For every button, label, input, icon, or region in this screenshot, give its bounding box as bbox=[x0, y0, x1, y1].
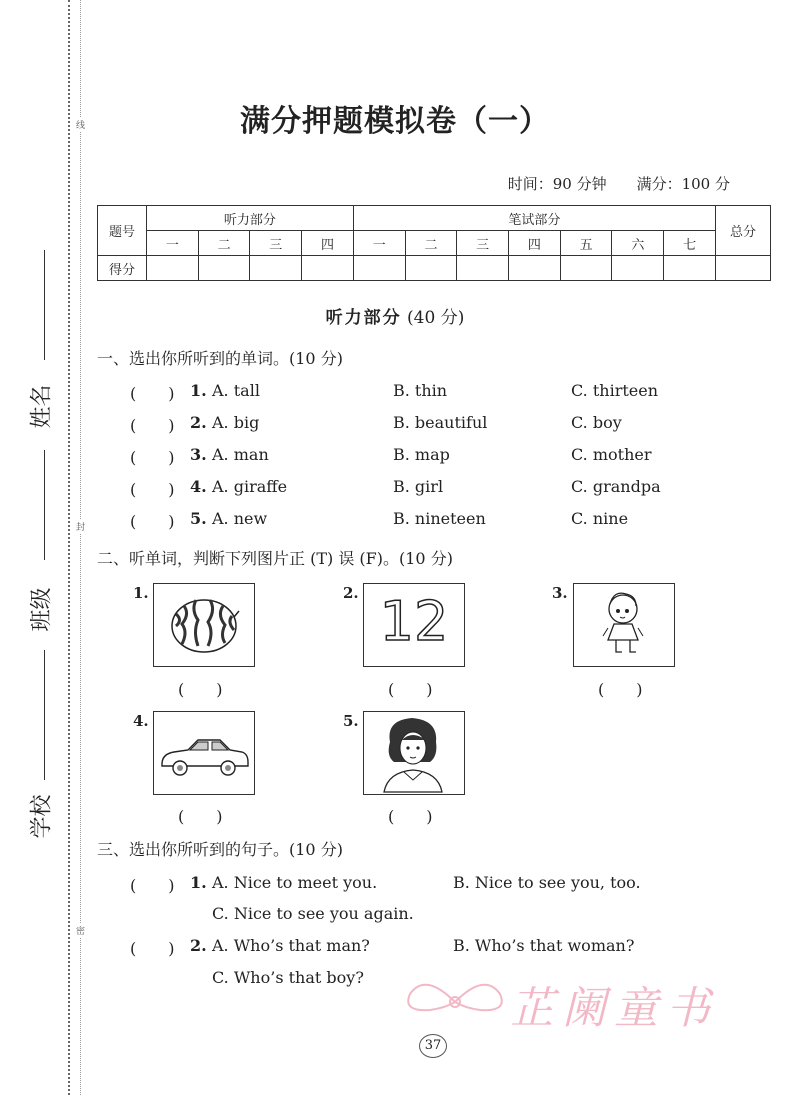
picture-number: 3. bbox=[552, 584, 568, 602]
written-col: 一 bbox=[353, 231, 405, 256]
class-label: 班级 bbox=[29, 587, 55, 632]
option-a: A. tall bbox=[212, 381, 260, 400]
binding-dotted-line bbox=[68, 0, 70, 1095]
score-cell[interactable] bbox=[560, 256, 612, 281]
answer-blank[interactable]: ( ) bbox=[130, 416, 175, 435]
number-picture bbox=[363, 583, 465, 667]
answer-blank[interactable]: ( ) bbox=[388, 807, 433, 826]
margin-char-mi: 密 bbox=[76, 924, 85, 937]
option-c: C. grandpa bbox=[571, 477, 661, 496]
answer-blank[interactable]: ( ) bbox=[178, 680, 223, 699]
score-cell[interactable] bbox=[716, 256, 771, 281]
picture-number: 2. bbox=[343, 584, 359, 602]
bow-icon bbox=[400, 972, 510, 1032]
option-b: B. girl bbox=[393, 477, 444, 496]
item-number: 2. bbox=[190, 936, 207, 955]
score-cell[interactable] bbox=[457, 256, 509, 281]
option-a: A. Nice to meet you. bbox=[212, 873, 378, 892]
option-b: B. map bbox=[393, 445, 450, 464]
item-number: 3. bbox=[190, 445, 207, 464]
listening-col: 二 bbox=[198, 231, 250, 256]
listening-col: 一 bbox=[147, 231, 199, 256]
listening-col: 三 bbox=[250, 231, 302, 256]
picture-number: 4. bbox=[133, 712, 149, 730]
option-a: A. man bbox=[212, 445, 269, 464]
picture-number: 1. bbox=[133, 584, 149, 602]
written-col: 七 bbox=[664, 231, 716, 256]
option-c: C. boy bbox=[571, 413, 622, 432]
option-c: C. mother bbox=[571, 445, 652, 464]
margin-char-feng: 封 bbox=[76, 520, 85, 533]
woman-icon bbox=[364, 712, 464, 794]
car-picture bbox=[153, 711, 255, 795]
option-c: C. Nice to see you again. bbox=[212, 904, 414, 923]
option-b: B. nineteen bbox=[393, 509, 486, 528]
q2-heading: 二、听单词，判断下列图片正 (T) 误 (F)。(10 分) bbox=[97, 549, 453, 568]
school-label: 学校 bbox=[29, 794, 55, 839]
answer-blank[interactable]: ( ) bbox=[178, 807, 223, 826]
section-title-text: 听力部分 bbox=[325, 308, 402, 328]
q1-item bbox=[130, 477, 790, 499]
written-col: 三 bbox=[457, 231, 509, 256]
written-col: 二 bbox=[405, 231, 457, 256]
picture-number: 5. bbox=[343, 712, 359, 730]
option-b: B. beautiful bbox=[393, 413, 488, 432]
written-col: 六 bbox=[612, 231, 664, 256]
q3-item bbox=[130, 936, 790, 958]
q1-item bbox=[130, 381, 790, 403]
score-row-label: 得分 bbox=[98, 256, 147, 281]
total-header: 总分 bbox=[716, 206, 771, 256]
listening-part-header: 听力部分 bbox=[147, 206, 354, 231]
item-number: 4. bbox=[190, 477, 207, 496]
school-blank-line bbox=[44, 650, 45, 780]
option-b: B. thin bbox=[393, 381, 448, 400]
watermelon-picture bbox=[153, 583, 255, 667]
score-cell[interactable] bbox=[612, 256, 664, 281]
option-c: C. Who’s that boy? bbox=[212, 968, 364, 987]
time-info: 时间：90 分钟 满分：100 分 bbox=[507, 175, 730, 193]
q3-item-continued bbox=[130, 904, 790, 926]
answer-blank[interactable]: ( ) bbox=[130, 876, 175, 895]
option-b: B. Who’s that woman? bbox=[453, 936, 635, 955]
item-number: 2. bbox=[190, 413, 207, 432]
score-table-header-label: 题号 bbox=[98, 206, 147, 256]
score-cell[interactable] bbox=[509, 256, 561, 281]
name-label: 姓名 bbox=[29, 384, 55, 429]
page-number: 37 bbox=[419, 1034, 447, 1058]
section-points: (40 分) bbox=[407, 308, 465, 328]
watermark-text: 芷阑童书 bbox=[510, 983, 718, 1034]
answer-blank[interactable]: ( ) bbox=[130, 480, 175, 499]
answer-blank[interactable]: ( ) bbox=[130, 939, 175, 958]
written-col: 五 bbox=[560, 231, 612, 256]
listening-col: 四 bbox=[302, 231, 354, 256]
margin-char-xian: 线 bbox=[76, 118, 85, 131]
option-a: A. new bbox=[212, 509, 268, 528]
option-c: C. thirteen bbox=[571, 381, 659, 400]
item-number: 5. bbox=[190, 509, 207, 528]
score-table bbox=[97, 205, 771, 281]
class-blank-line bbox=[44, 450, 45, 560]
q1-heading: 一、选出你所听到的单词。(10 分) bbox=[97, 349, 343, 368]
q1-item bbox=[130, 413, 790, 435]
q1-item bbox=[130, 445, 790, 467]
q3-heading: 三、选出你所听到的句子。(10 分) bbox=[97, 840, 343, 859]
answer-blank[interactable]: ( ) bbox=[130, 384, 175, 403]
score-cell[interactable] bbox=[664, 256, 716, 281]
item-number: 1. bbox=[190, 873, 207, 892]
score-cell[interactable] bbox=[198, 256, 250, 281]
option-a: A. giraffe bbox=[212, 477, 288, 496]
written-part-header: 笔试部分 bbox=[353, 206, 715, 231]
option-c: C. nine bbox=[571, 509, 629, 528]
answer-blank[interactable]: ( ) bbox=[388, 680, 433, 699]
score-cell[interactable] bbox=[405, 256, 457, 281]
girl-picture bbox=[573, 583, 675, 667]
girl-icon bbox=[574, 584, 674, 666]
score-cell[interactable] bbox=[302, 256, 354, 281]
option-a: A. big bbox=[212, 413, 260, 432]
page-title: 满分押题模拟卷（一） bbox=[240, 104, 550, 139]
answer-blank[interactable]: ( ) bbox=[130, 512, 175, 531]
q3-item bbox=[130, 873, 790, 895]
watermark bbox=[400, 968, 760, 1038]
section-title bbox=[0, 303, 790, 328]
option-b: B. Nice to see you, too. bbox=[453, 873, 641, 892]
written-col: 四 bbox=[509, 231, 561, 256]
number-12-icon: 12 bbox=[379, 590, 449, 653]
woman-picture bbox=[363, 711, 465, 795]
score-cell[interactable] bbox=[353, 256, 405, 281]
answer-blank[interactable]: ( ) bbox=[130, 448, 175, 467]
q1-item bbox=[130, 509, 790, 531]
score-cell[interactable] bbox=[250, 256, 302, 281]
score-cell[interactable] bbox=[147, 256, 199, 281]
watermelon-icon bbox=[154, 584, 254, 666]
option-a: A. Who’s that man? bbox=[212, 936, 370, 955]
car-icon bbox=[154, 712, 254, 794]
answer-blank[interactable]: ( ) bbox=[598, 680, 643, 699]
item-number: 1. bbox=[190, 381, 207, 400]
